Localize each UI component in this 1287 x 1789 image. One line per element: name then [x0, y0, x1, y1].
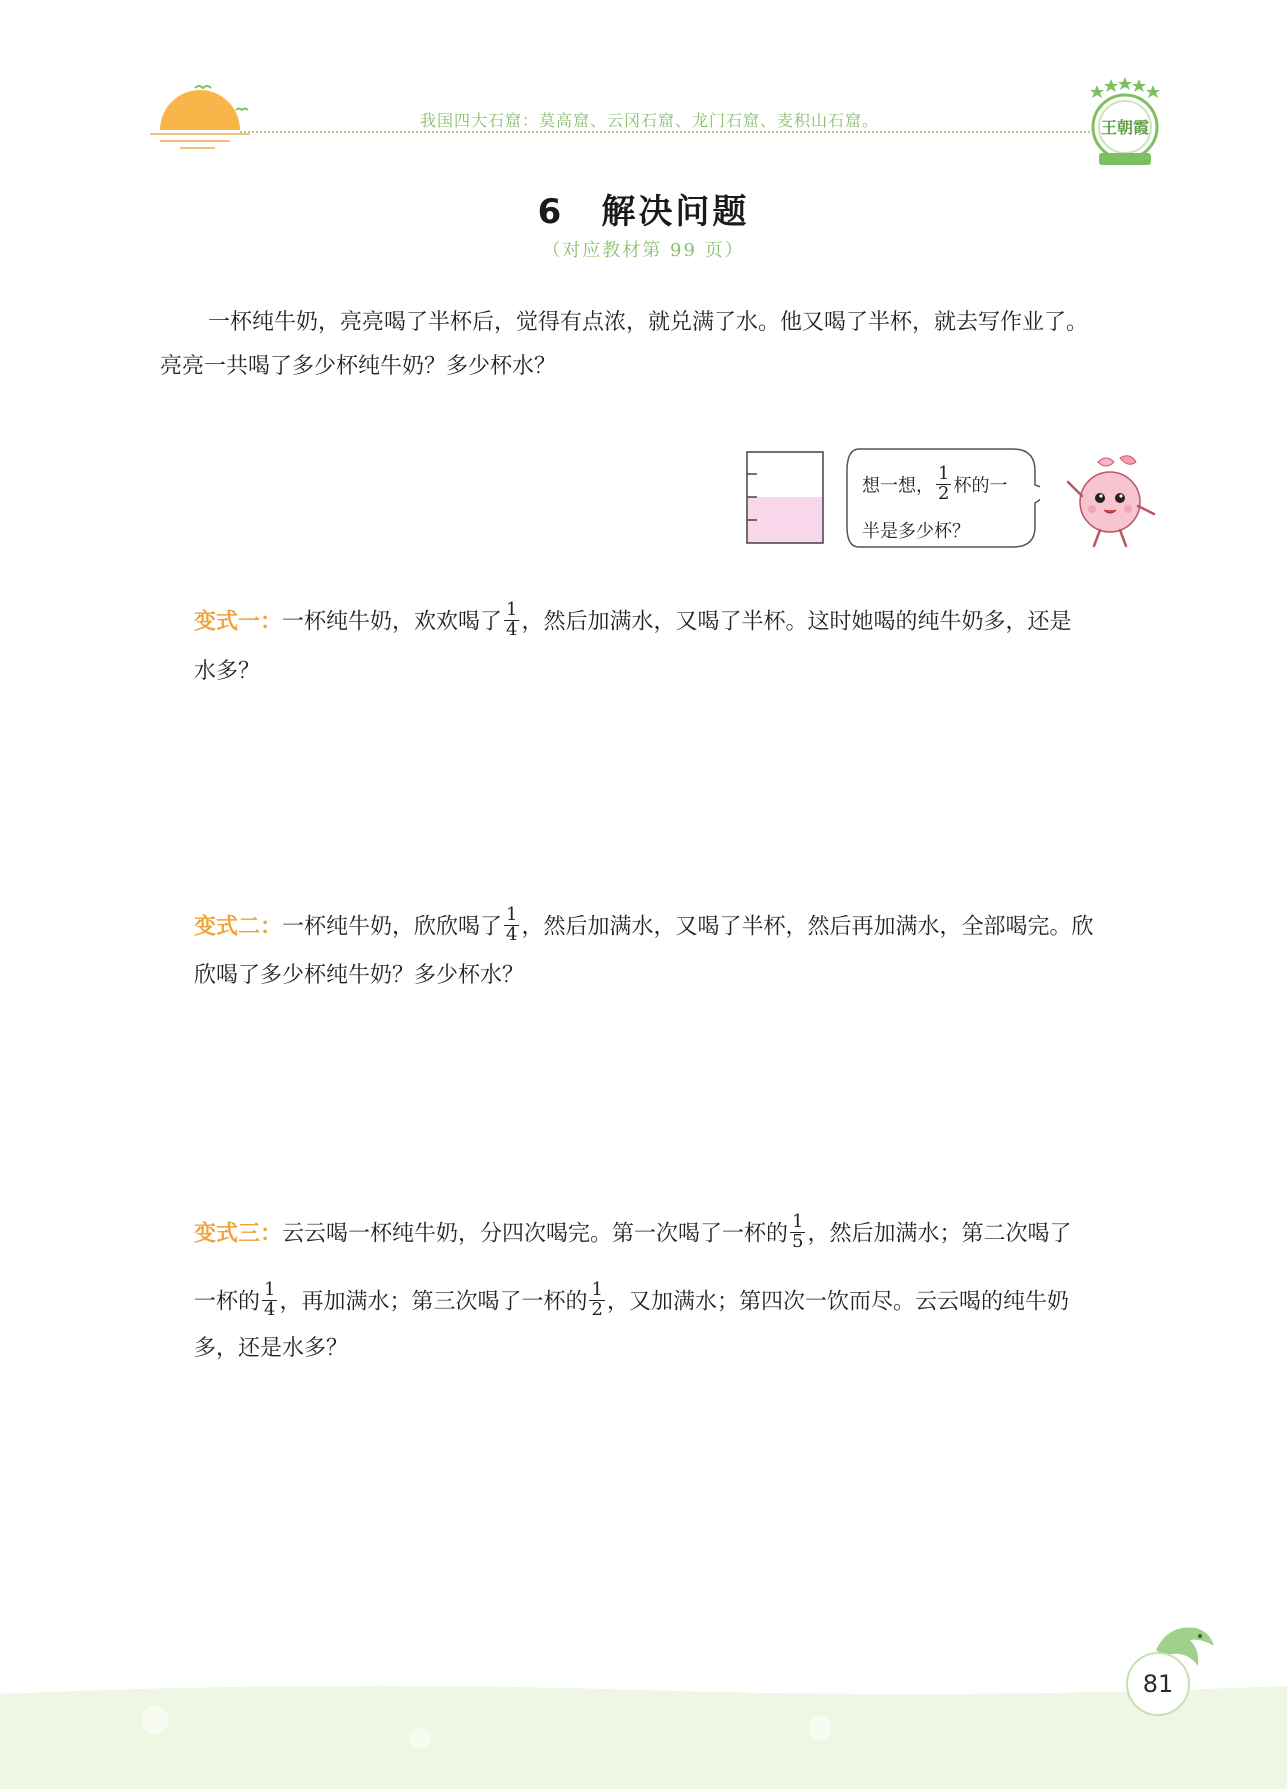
page-subtitle: （对应教材第 99 页）: [542, 240, 745, 261]
variant-2-fraction: $\frac{1}{4}$: [506, 904, 518, 945]
milk-cup-illustration: [745, 450, 825, 546]
footer-band: [0, 1680, 1287, 1789]
variant-1-line-1: 变式一：一杯纯牛奶，欢欢喝了 $\frac{1}{4}$ ，然后加满水，又喝了半杯。这时她喝的纯牛奶多，还是: [194, 599, 1072, 640]
header-divider: [240, 131, 1090, 133]
variant-3-line-2: 一杯的 $\frac{1}{4}$ ，再加满水；第三次喝了一杯的 $\frac{1}{2}$ ，又加满水；第四次一饮而尽。云云喝的纯牛奶: [194, 1279, 1069, 1320]
hint-fraction: $\frac{1}{2}$: [938, 463, 950, 504]
header-fact: 我国四大石窟：莫高窟、云冈石窟、龙门石窟、麦积山石窟。: [420, 111, 880, 130]
variant-3-fraction-2: $\frac{1}{4}$: [264, 1279, 276, 1320]
variant-2-line-2: 欣喝了多少杯纯牛奶？多少杯水？: [194, 963, 525, 988]
brand-badge-text: 王朝霞: [1100, 118, 1150, 137]
intro-line-1: 一杯纯牛奶，亮亮喝了半杯后，觉得有点浓，就兑满了水。他又喝了半杯，就去写作业了。: [208, 310, 1089, 335]
sunset-icon: [150, 82, 260, 152]
page-title: 6 解决问题: [537, 192, 750, 232]
variant-3-line-1: 变式三：云云喝一杯纯牛奶，分四次喝完。第一次喝了一杯的 $\frac{1}{5}$ ，然后加满水；第二次喝了: [194, 1211, 1072, 1252]
variant-2-line-1: 变式二：一杯纯牛奶，欣欣喝了 $\frac{1}{4}$ ，然后加满水，又喝了半杯，然后再加满水，全部喝完。欣: [194, 904, 1094, 945]
variant-3-line-3: 多，还是水多？: [194, 1336, 349, 1361]
variant-1-line-2: 水多？: [194, 659, 261, 684]
brand-badge-icon: [1085, 75, 1165, 171]
variant-1-label: 变式一：: [194, 609, 283, 635]
variant-2-label: 变式二：: [194, 914, 283, 940]
variant-3-label: 变式三：: [194, 1221, 283, 1247]
peach-mascot-icon: [1062, 452, 1162, 552]
page-number: 81: [1126, 1652, 1190, 1716]
variant-3-fraction-3: $\frac{1}{2}$: [591, 1279, 603, 1320]
hint-line-2: 半是多少杯？: [862, 521, 970, 542]
intro-line-2: 亮亮一共喝了多少杯纯牛奶？多少杯水？: [160, 354, 557, 379]
variant-3-fraction-1: $\frac{1}{5}$: [792, 1211, 804, 1252]
hint-line-1: 想一想， $\frac{1}{2}$ 杯的一: [862, 463, 1008, 504]
variant-1-fraction: $\frac{1}{4}$: [506, 599, 518, 640]
